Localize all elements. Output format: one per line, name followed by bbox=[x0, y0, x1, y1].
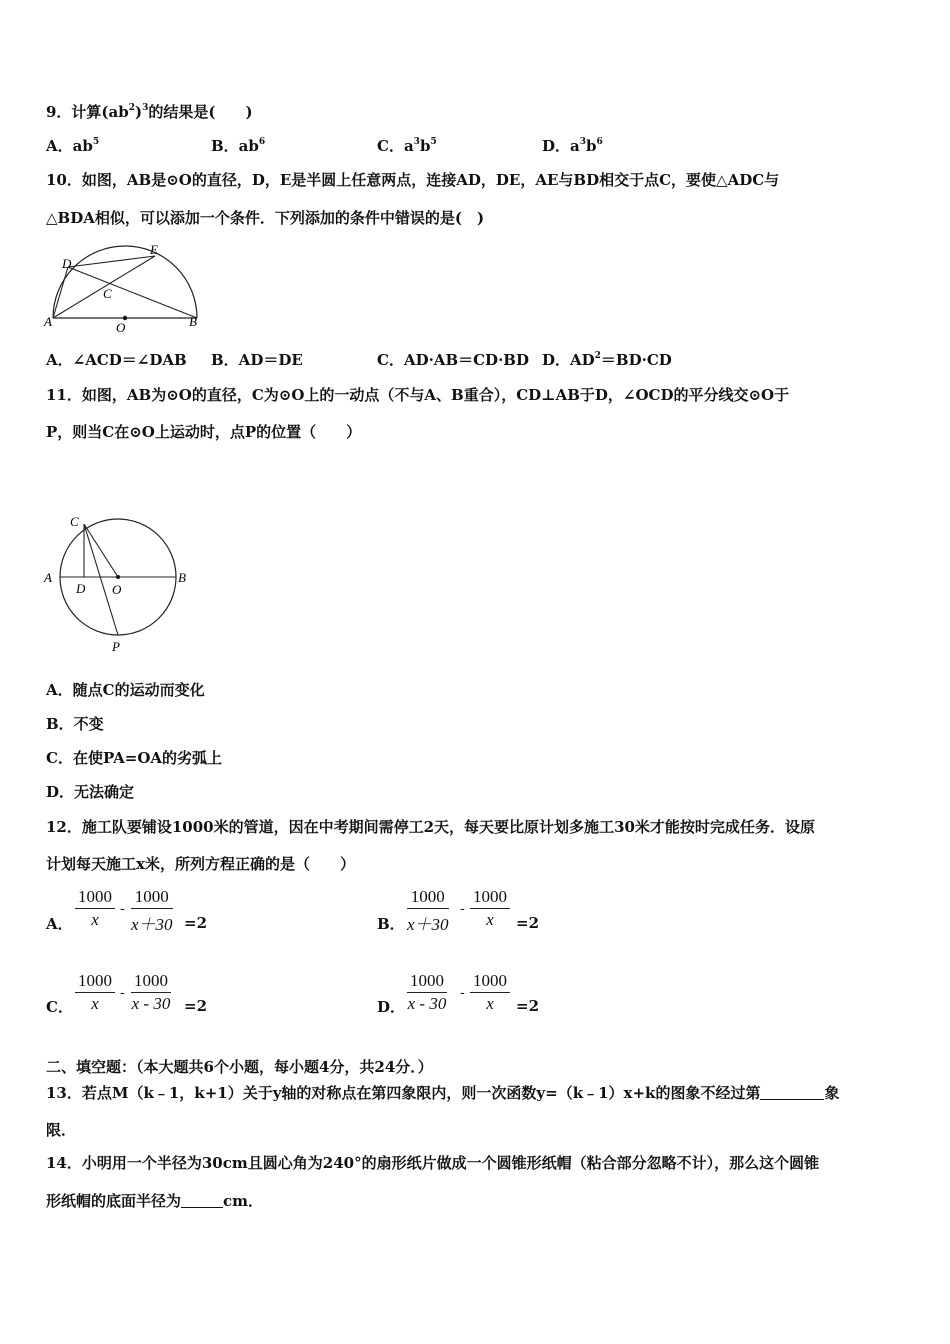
q11-stem-line1: 11．如图，AB为⊙O的直径，C为⊙O上的一动点（不与A、B重合），CD⊥AB于D，∠OCD的平分线交⊙O于 bbox=[46, 386, 790, 404]
fraction-1: $\frac{1000}{x}$ bbox=[75, 887, 115, 930]
label-b: B bbox=[178, 570, 186, 585]
label-p: P bbox=[112, 639, 120, 654]
label-o: O bbox=[112, 582, 122, 597]
q11-option-a: A．随点C的运动而变化 bbox=[46, 681, 205, 699]
option-label: A． bbox=[46, 915, 73, 933]
equals-two: =2 bbox=[516, 914, 540, 932]
q12-stem-line2: 计划每天施工x米，所列方程正确的是（ ） bbox=[46, 855, 355, 873]
equals-two: =2 bbox=[516, 997, 540, 1015]
minus-sign: - bbox=[460, 901, 465, 917]
fraction-1: $\frac{1000}{x+30}$ bbox=[407, 887, 449, 934]
q11-option-c: C．在使PA=OA的劣弧上 bbox=[46, 749, 223, 767]
q10-option-c: C．AD·AB＝CD·BD bbox=[377, 351, 529, 369]
option-label: B． bbox=[377, 915, 405, 933]
center-point-o bbox=[116, 575, 120, 579]
q9-option-d: D．$a^3b^6$ bbox=[542, 137, 603, 155]
q10-semicircle-figure bbox=[40, 240, 210, 335]
label-c: C bbox=[70, 514, 79, 529]
q11-option-d: D．无法确定 bbox=[46, 783, 135, 801]
fraction-2: $\frac{1000}{x}$ bbox=[470, 887, 510, 930]
q12-stem-line1: 12．施工队要铺设1000米的管道，因在中考期间需停工2天，每天要比原计划多施工30米才能按时完成任务．设原 bbox=[46, 818, 815, 836]
q11-stem-line2: P，则当C在⊙O上运动时，点P的位置（ ） bbox=[46, 423, 362, 441]
q14-stem-line1: 14．小明用一个半径为30cm且圆心角为240°的扇形纸片做成一个圆锥形纸帽（粘合部分忽略不计），那么这个圆锥 bbox=[46, 1154, 820, 1172]
option-label: D． bbox=[377, 998, 406, 1016]
q10-option-d: D．$AD^2=BD\cdot CD$ bbox=[542, 351, 672, 369]
fraction-1: $\frac{1000}{x}$ bbox=[75, 971, 115, 1014]
answer-blank[interactable] bbox=[760, 1085, 824, 1100]
semicircle-arc bbox=[53, 246, 197, 318]
label-b: B bbox=[189, 314, 197, 329]
label-d: D bbox=[76, 581, 86, 596]
q11-option-b: B．不变 bbox=[46, 715, 104, 733]
segment-cp bbox=[84, 524, 118, 635]
q9-option-a: A．$ab^5$ bbox=[46, 137, 100, 155]
minus-sign: - bbox=[120, 901, 125, 917]
label-a: A bbox=[44, 570, 52, 585]
minus-sign: - bbox=[120, 985, 125, 1001]
q13-stem-line2: 限． bbox=[46, 1121, 77, 1139]
q14-stem-line2: 形纸帽的底面半径为 cm． bbox=[46, 1192, 264, 1210]
q10-option-a: A．∠ACD＝∠DAB bbox=[46, 351, 187, 369]
fraction-1: $\frac{1000}{x - 30}$ bbox=[407, 971, 447, 1013]
label-e: E bbox=[150, 242, 158, 257]
section-2-heading: 二、填空题：（本大题共6个小题，每小题4分，共24分．） bbox=[46, 1058, 433, 1076]
q10-stem-line2: △BDA相似，可以添加一个条件．下列添加的条件中错误的是( ) bbox=[46, 209, 485, 227]
q11-circle-figure bbox=[40, 512, 200, 657]
fraction-2: $\frac{1000}{x - 30}$ bbox=[131, 971, 171, 1013]
equals-two: =2 bbox=[184, 914, 208, 932]
segment-co bbox=[84, 524, 118, 577]
minus-sign: - bbox=[460, 985, 465, 1001]
label-o: O bbox=[116, 320, 126, 335]
q9-option-b: B．$ab^6$ bbox=[211, 137, 266, 155]
q13-stem-line1: 13．若点M（k﹣1，k+1）关于y轴的对称点在第四象限内，则一次函数y=（k﹣1）x+k的图象不经过第 象 bbox=[46, 1084, 840, 1102]
q9-option-c: C．$a^3b^5$ bbox=[377, 137, 437, 155]
segment-bd bbox=[68, 267, 197, 318]
label-a: A bbox=[44, 314, 52, 329]
answer-blank[interactable] bbox=[181, 1193, 223, 1208]
q9-stem: 9．计算$(ab^2)^3$的结果是( ) bbox=[46, 103, 253, 121]
equals-two: =2 bbox=[184, 997, 208, 1015]
option-label: C． bbox=[46, 998, 73, 1016]
label-c: C bbox=[103, 286, 112, 301]
label-d: D bbox=[62, 256, 72, 271]
fraction-2: $\frac{1000}{x+30}$ bbox=[131, 887, 173, 934]
q10-stem-line1: 10．如图，AB是⊙O的直径，D，E是半圆上任意两点，连接AD，DE，AE与BD相交于点C，要使△ADC与 bbox=[46, 171, 780, 189]
fraction-2: $\frac{1000}{x}$ bbox=[470, 971, 510, 1014]
q10-option-b: B．AD＝DE bbox=[211, 351, 303, 369]
